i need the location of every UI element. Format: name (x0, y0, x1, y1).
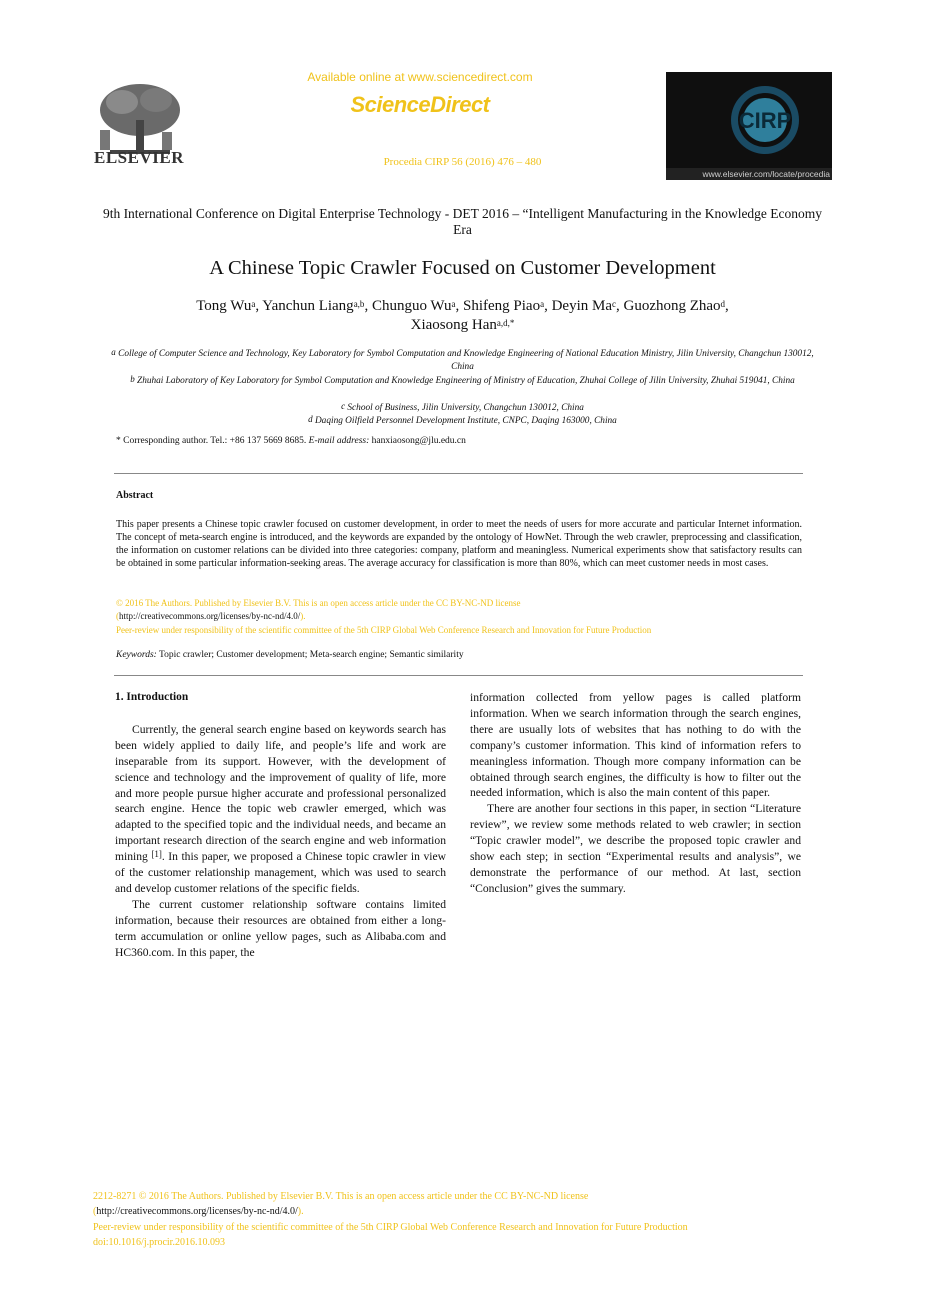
affiliation-d (110, 415, 815, 428)
author-name: Tong Wu (196, 298, 252, 314)
author-name: Shifeng Piao (462, 298, 541, 314)
journal-reference: Procedia CIRP 56 (2016) 476 – 480 (383, 156, 542, 168)
email-link[interactable]: hanxiaosong@jlu.edu.cn (371, 436, 466, 446)
affiliation-c (110, 402, 815, 415)
footer-license: 2212-8271 © 2016 The Authors. Published by Elsevier B.V. This is an open access article under the CC BY-NC-ND license (93, 1191, 589, 1202)
author-name: Yanchun Liang (262, 298, 354, 314)
citation[interactable]: [1] (151, 849, 162, 860)
abstract-body: This paper presents a Chinese topic crawler focused on customer development, in order to meet the needs of users for more accurate and particular Internet information. The concept of meta-search engine is introduced, and the keywords are expanded by the ontology of HowNet. Through the web crawler, preprocessing and classification, the information on customer relations can be divided into three categories: company, platform and meaningless. Numerical experiments show that satisfactory results can be obtained in some particular information-seeking areas. The average accuracy for classification is more than 80%, which can meet customer needs in most cases. (116, 519, 802, 570)
author-affil-mark: a (251, 299, 256, 309)
cirp-logo (666, 72, 832, 180)
left-column (115, 690, 446, 961)
sciencedirect-logo[interactable]: ScienceDirect (350, 92, 490, 117)
author-affil-mark: a,d,* (496, 318, 515, 328)
paragraph-text: Currently, the general search engine based on keywords search has been widely applied to daily life, and people’s life and work are inseparable from its support. However, with the development of science and technology and the improvement of quality of life, more and more people pursue higher accurate and professional personalized search engine. Hence the topic web crawler emerged, which was adapted to the specified topic and the individual needs, and became an important research direction of the search engine and web information mining (115, 722, 446, 864)
paragraph-text: . In this paper, we proposed a Chinese topic crawler in view of the customer relationship management, which was used to search and develop customer relations of the specific fields. (115, 850, 446, 895)
paragraph: information collected from yellow pages is called platform information. When we search information through the search engines, there are usually lots of websites that has nothing to do with the company’s customer information. This kind of information refers to meaningless information. Though more company information can be obtained through search engines, the difficulty is how to filter out the needed information, which is also the main content of this paper. (470, 691, 801, 800)
footer-license-link-line (93, 1205, 304, 1219)
section-heading: 1. Introduction (115, 691, 189, 703)
affiliation-b (110, 375, 815, 388)
affiliation-mark: a (111, 347, 116, 357)
divider (114, 473, 803, 474)
affiliation-mark: d (308, 414, 313, 424)
abstract-peer-review: Peer-review under responsibility of the scientific committee of the 5th CIRP Global Web Conference Research and Innovation for Future Production (116, 625, 652, 635)
email-label: E-mail address: (308, 436, 370, 446)
affiliation-a (110, 348, 815, 374)
author-affil-mark: d (720, 299, 726, 309)
publisher-name: ELSEVIER (94, 148, 184, 167)
paren: ). (300, 611, 306, 621)
affiliation-text: School of Business, Jilin University, Changchun 130012, China (347, 403, 584, 413)
author-list: Tong Wu$^a$, Yanchun Liang$^{a,b}$, Chunguo Wu$^a$, Shifeng Piao$^a$, Deyin Ma$^c$, Guozhong Zhao$^d$, Xiaosong Han$^{a,d,*}$ (196, 298, 729, 333)
cirp-logo-text: CIRP (738, 108, 792, 133)
abstract-heading: Abstract (116, 490, 154, 501)
affiliation-text: College of Computer Science and Technology, Key Laboratory for Symbol Computation and Knowledge Engineering of National Education Ministry, Jilin University, Changchun 130012, China (118, 349, 814, 372)
author-affil-mark: a,b (353, 299, 365, 309)
cirp-url: www.elsevier.com/locate/procedia (702, 169, 830, 179)
footer-peer-review: Peer-review under responsibility of the scientific committee of the 5th CIRP Global Web Conference Research and Innovation for Future Production (93, 1222, 688, 1233)
author-name: Chunguo Wu (371, 298, 452, 314)
license-link[interactable]: http://creativecommons.org/licenses/by-nc-nd/4.0/ (119, 611, 301, 621)
author-name: Deyin Ma (551, 298, 612, 314)
footer-doi[interactable]: doi:10.1016/j.procir.2016.10.093 (93, 1237, 225, 1248)
author-name: Guozhong Zhao (623, 298, 721, 314)
cirp-journal-cover (666, 72, 832, 180)
paren: ( (93, 1206, 97, 1217)
affiliation-text: Daqing Oilfield Personnel Development Institute, CNPC, Daqing 163000, China (314, 416, 617, 426)
conference-name: 9th International Conference on Digital Enterprise Technology - DET 2016 – “Intelligent Manufacturing in the Knowledge Economy Era (102, 206, 823, 237)
paren: ). (297, 1206, 304, 1217)
paragraph: The current customer relationship software contains limited information, because their resources are obtained from either a long-term accumulation or online yellow pages, such as Alibaba.com and HC360.com. In this paper, the (115, 897, 446, 959)
paper-title: A Chinese Topic Crawler Focused on Customer Development (209, 257, 716, 279)
author-name: Xiaosong Han (410, 317, 497, 333)
corresponding-author (116, 436, 466, 446)
divider (114, 675, 803, 676)
paragraph: There are another four sections in this paper, in section “Literature review”, we review some methods related to web crawler; in section “Topic crawler model”, we describe the proposed topic crawler and show each step; in section “Experimental results and analysis”, we demonstrate the performance of our method. At last, section “Conclusion” gives the summary. (470, 802, 801, 895)
right-column (470, 690, 801, 897)
abstract-license-link-line (116, 611, 306, 621)
author-affil-mark: a (540, 299, 545, 309)
abstract-license: © 2016 The Authors. Published by Elsevier B.V. This is an open access article under the CC BY-NC-ND license (116, 598, 521, 608)
paren: ( (116, 611, 119, 621)
footer-license-link[interactable]: http://creativecommons.org/licenses/by-nc-nd/4.0/ (96, 1206, 298, 1217)
keywords-label: Keywords: (116, 650, 157, 660)
keywords-line (116, 650, 464, 660)
available-online-text[interactable]: Available online at www.sciencedirect.com (307, 70, 533, 84)
paragraph (115, 722, 446, 897)
author-affil-mark: c (611, 299, 616, 309)
corresponding-text: * Corresponding author. Tel.: +86 137 5669 8685. (116, 436, 307, 446)
author-affil-mark: a (451, 299, 456, 309)
affiliation-mark: b (130, 374, 135, 384)
affiliation-text: Zhuhai Laboratory of Key Laboratory for Symbol Computation and Knowledge Engineering of Ministry of Education, Zhuhai College of Jilin University, Zhuhai 519041, China (137, 376, 795, 386)
keywords-text: Topic crawler; Customer development; Meta-search engine; Semantic similarity (159, 650, 464, 660)
affiliation-mark: c (341, 401, 346, 411)
